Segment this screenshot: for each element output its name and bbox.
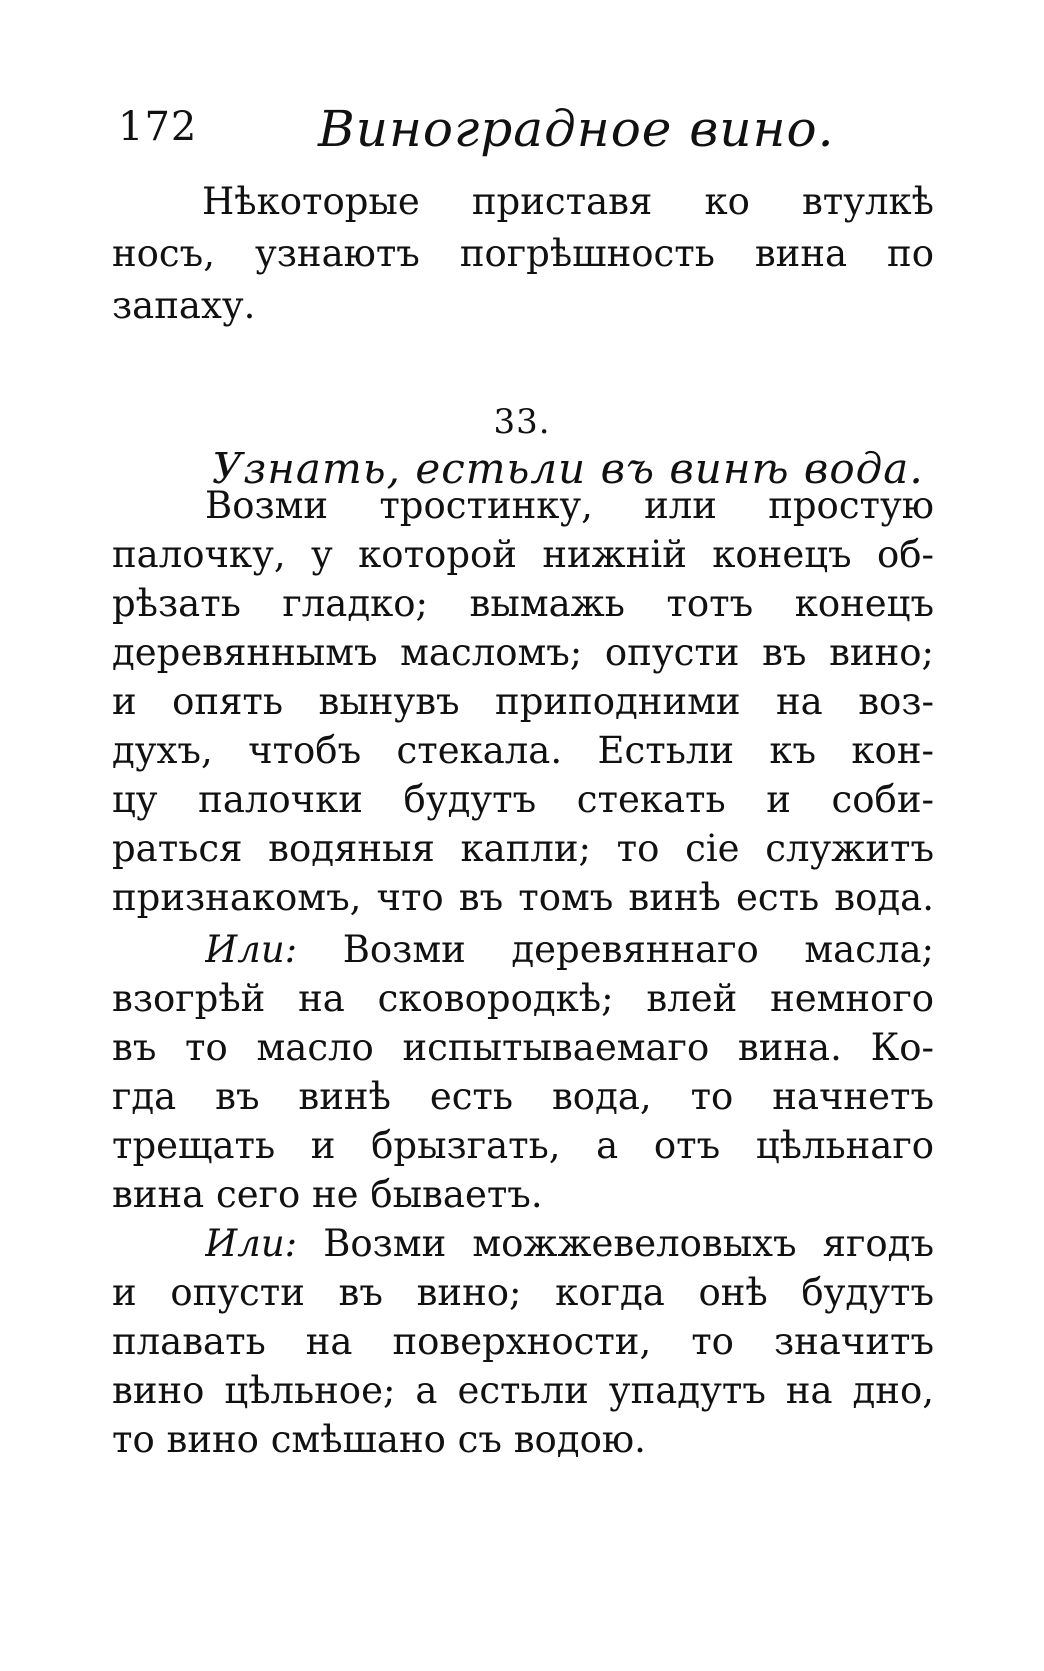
paragraph-line: признакомъ, что въ томъ винѣ есть вода. <box>112 876 934 919</box>
intro-line: запаху. <box>112 284 256 327</box>
page-number: 172 <box>118 104 198 150</box>
section-number: 33. <box>493 402 551 442</box>
or-lead: Или: <box>205 928 298 971</box>
or-lead: Или: <box>205 1222 298 1265</box>
paragraph-line: трещать и брызгать, а отъ цѣльнаго <box>112 1124 934 1167</box>
paragraph-line: деревяннымъ масломъ; опусти въ вино; <box>112 631 934 674</box>
paragraph-line: духъ, чтобъ стекала. Естьли къ кон- <box>112 729 934 772</box>
paragraph-line: Возми тростинку, или простую <box>205 484 934 527</box>
paragraph-first-line <box>205 924 934 976</box>
paragraph-line: и опусти въ вино; когда онѣ будутъ <box>112 1271 934 1314</box>
paragraph-line: цу палочки будутъ стекать и соби- <box>112 778 934 821</box>
paragraph-line-rest: Возми деревяннаго масла; <box>297 928 934 971</box>
paragraph-first-line <box>205 1218 934 1270</box>
page-header <box>118 100 938 170</box>
paragraph-line: взогрѣй на сковородкѣ; влей немного <box>112 977 934 1020</box>
paragraph-line: то вино смѣшано съ водою. <box>112 1418 646 1461</box>
section-title: Узнать, естьли въ винѣ вода. <box>212 444 924 493</box>
running-head: Виноградное вино. <box>318 100 835 158</box>
paragraph-line: плавать на поверхности, то значитъ <box>112 1320 934 1363</box>
paragraph-line-rest: Возми можжевеловыхъ ягодъ <box>297 1222 934 1265</box>
paragraph-line: вина сего не бываетъ. <box>112 1173 543 1216</box>
paragraph-line: палочку, у которой нижнiй конецъ об- <box>112 533 934 576</box>
paragraph-line: и опять вынувъ приподними на воз- <box>112 680 934 723</box>
paragraph-line: рѣзать гладко; вымажь тотъ конецъ <box>112 582 934 625</box>
intro-line: носъ, узнаютъ погрѣшность вина по <box>112 232 934 275</box>
paragraph-line: въ то масло испытываемаго вина. Ко- <box>112 1026 934 1069</box>
intro-line: Нѣкоторые приставя ко втулкѣ <box>202 180 934 223</box>
paragraph-line: раться водяныя капли; то сiе служитъ <box>112 827 934 870</box>
paragraph-line: вино цѣльное; а естьли упадутъ на дно, <box>112 1369 934 1412</box>
paragraph-line: гда въ винѣ есть вода, то начнетъ <box>112 1075 934 1118</box>
